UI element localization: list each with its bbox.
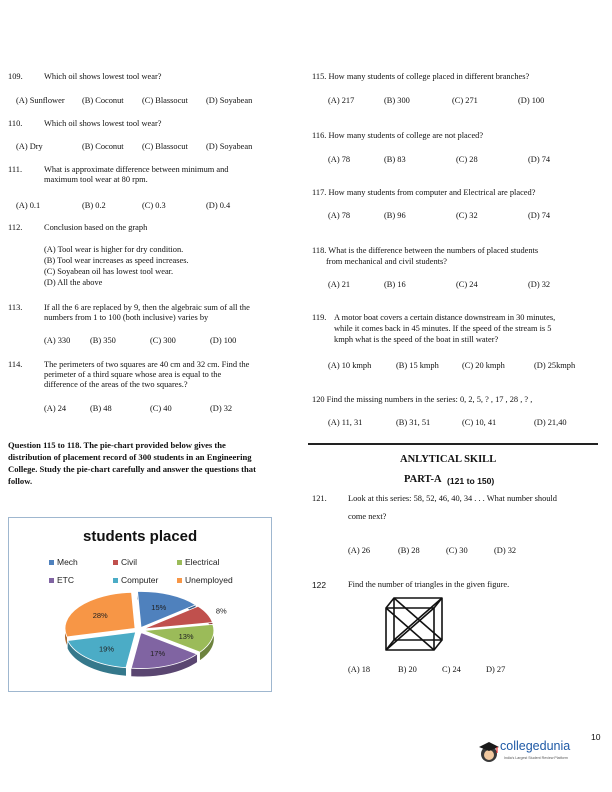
option: (B) 15 kmph: [396, 361, 439, 370]
question-text: while it comes back in 45 minutes. If the speed of the stream is 5: [334, 324, 552, 333]
question-text: Which oil shows lowest tool wear?: [44, 72, 162, 81]
question-text: maximum tool wear at 80 rpm.: [44, 175, 148, 184]
question-number: 110.: [8, 119, 23, 128]
option: (A) 10 kmph: [328, 361, 372, 370]
intro-line: distribution of placement record of 300 students in an Engineering: [8, 452, 252, 462]
question-number: 113.: [8, 303, 23, 312]
option: (C) 24: [456, 280, 478, 289]
option: (C) 300: [150, 336, 176, 345]
option: (C) Soyabean oil has lowest tool wear.: [44, 267, 174, 276]
legend-swatch: [177, 578, 182, 583]
option: (A) 0.1: [16, 201, 41, 210]
question-number: 109.: [8, 72, 23, 81]
question-text: perimeter of a third square whose area is equal to the: [44, 370, 222, 379]
option: (B) 16: [384, 280, 406, 289]
section-title: ANLYTICAL SKILL: [400, 454, 497, 465]
option: (A) Sunflower: [16, 96, 65, 105]
legend-label: ETC: [57, 575, 74, 585]
pie-data-label: 17%: [150, 649, 166, 659]
pie-data-label: 8%: [215, 606, 227, 616]
question-text: 116. How many students of college are not placed?: [312, 131, 484, 140]
pie-data-label: 13%: [178, 631, 194, 641]
option: (C) Blassocut: [142, 142, 188, 151]
option: (A) 18: [348, 665, 371, 674]
intro-line: follow.: [8, 476, 33, 486]
option: (B) Coconut: [82, 96, 124, 105]
option: D) 27: [486, 665, 506, 674]
option: (C) 30: [446, 546, 468, 555]
question-text: Conclusion based on the graph: [44, 223, 148, 232]
option: (D) 74: [528, 211, 551, 220]
question-text: Look at this series: 58, 52, 46, 40, 34 . . . What number should: [348, 494, 557, 503]
legend-swatch: [49, 578, 54, 583]
question-number: 114.: [8, 360, 23, 369]
legend-label: Civil: [121, 557, 138, 567]
brand-tagline: India's Largest Student Review Platform: [504, 756, 568, 760]
legend-swatch: [113, 560, 118, 565]
option: (A) 21: [328, 280, 351, 289]
pie-data-label: 15%: [151, 603, 167, 613]
option: B) 20: [398, 665, 417, 674]
question-text: 115. How many students of college placed in different branches?: [312, 72, 530, 81]
question-text: from mechanical and civil students?: [326, 257, 447, 266]
option: (B) 300: [384, 96, 410, 105]
legend-label: Unemployed: [185, 575, 233, 585]
question-number: 119.: [312, 313, 327, 322]
question-text: What is approximate difference between minimum and: [44, 165, 229, 174]
option: (C) Blassocut: [142, 96, 188, 105]
option: (D) 0.4: [206, 201, 231, 210]
legend-label: Mech: [57, 557, 78, 567]
option: (D) 21,40: [534, 418, 567, 427]
question-text: numbers from 1 to 100 (both inclusive) varies by: [44, 313, 209, 322]
graduate-cap-icon: [478, 740, 500, 764]
question-number: 122: [312, 580, 326, 590]
option: (B) 350: [90, 336, 116, 345]
option: (C) 271: [452, 96, 478, 105]
question-text: 117. How many students from computer and Electrical are placed?: [312, 188, 536, 197]
option: (D) Soyabean: [206, 96, 253, 105]
option: (A) 78: [328, 211, 351, 220]
option: (A) 26: [348, 546, 371, 555]
option: (D) 100: [210, 336, 237, 345]
pie-chart: [8, 517, 272, 692]
brand-name: collegedunia: [500, 739, 571, 753]
question-text: The perimeters of two squares are 40 cm and 32 cm. Find the: [44, 360, 250, 369]
option: (A) Tool wear is higher for dry condition.: [44, 245, 184, 254]
option: (A) 217: [328, 96, 355, 105]
part-title: PART-A: [404, 474, 442, 485]
option: (A) Dry: [16, 142, 43, 151]
question-text: Find the number of triangles in the given figure.: [348, 580, 510, 589]
brand-logo: [478, 738, 596, 768]
option: (D) All the above: [44, 278, 103, 287]
option: (A) 11, 31: [328, 418, 363, 427]
question-text: come next?: [348, 512, 387, 521]
option: (B) Tool wear increases as speed increases.: [44, 256, 189, 265]
option: (C) 32: [456, 211, 478, 220]
option: (C) 0.3: [142, 201, 166, 210]
page-number: 10: [591, 732, 601, 742]
intro-line: College. Study the pie-chart carefully and answer the questions that: [8, 464, 256, 474]
option: (C) 40: [150, 404, 172, 413]
option: (D) 100: [518, 96, 545, 105]
option: (B) 48: [90, 404, 112, 413]
legend-swatch: [113, 578, 118, 583]
question-text: 120 Find the missing numbers in the series: 0, 2, 5, ? , 17 , 28 , ? ,: [312, 395, 533, 404]
option: (D) 74: [528, 155, 551, 164]
option: (C) 20 kmph: [462, 361, 505, 370]
pie-data-label: 19%: [99, 644, 115, 654]
option: (D) 32: [528, 280, 551, 289]
legend-swatch: [177, 560, 182, 565]
legend-label: Electrical: [185, 557, 220, 567]
question-number: 121.: [312, 494, 327, 503]
question-text: difference of the areas of the two squares.?: [44, 380, 188, 389]
option: (B) 0.2: [82, 201, 106, 210]
option: (D) 32: [494, 546, 517, 555]
question-number: 112.: [8, 223, 23, 232]
section-divider: [308, 443, 598, 445]
option: (B) 31, 51: [396, 418, 431, 427]
option: (A) 330: [44, 336, 71, 345]
option: (C) 28: [456, 155, 478, 164]
option: (A) 78: [328, 155, 351, 164]
pie-data-label: 28%: [92, 611, 108, 621]
option: (B) 28: [398, 546, 420, 555]
question-text: kmph what is the speed of the boat in still water?: [334, 335, 499, 344]
option: C) 24: [442, 665, 461, 674]
option: (B) Coconut: [82, 142, 124, 151]
legend-swatch: [49, 560, 54, 565]
part-range: (121 to 150): [447, 476, 495, 486]
triangles-figure-icon: [384, 596, 446, 652]
pie-chart-svg: [9, 518, 271, 691]
question-text: A motor boat covers a certain distance downstream in 30 minutes,: [334, 313, 556, 322]
option: (D) 32: [210, 404, 233, 413]
question-text: Which oil shows lowest tool wear?: [44, 119, 162, 128]
question-number: 111.: [8, 165, 23, 174]
intro-line: Question 115 to 118. The pie-chart provided below gives the: [8, 440, 226, 450]
option: (A) 24: [44, 404, 67, 413]
option: (D) Soyabean: [206, 142, 253, 151]
chart-title: students placed: [83, 528, 198, 545]
option: (B) 96: [384, 211, 406, 220]
option: (D) 25kmph: [534, 361, 576, 370]
option: (C) 10, 41: [462, 418, 497, 427]
option: (B) 83: [384, 155, 406, 164]
legend-label: Computer: [121, 575, 159, 585]
question-text: If all the 6 are replaced by 9, then the algebraic sum of all the: [44, 303, 250, 312]
question-text: 118. What is the difference between the numbers of placed students: [312, 246, 539, 255]
